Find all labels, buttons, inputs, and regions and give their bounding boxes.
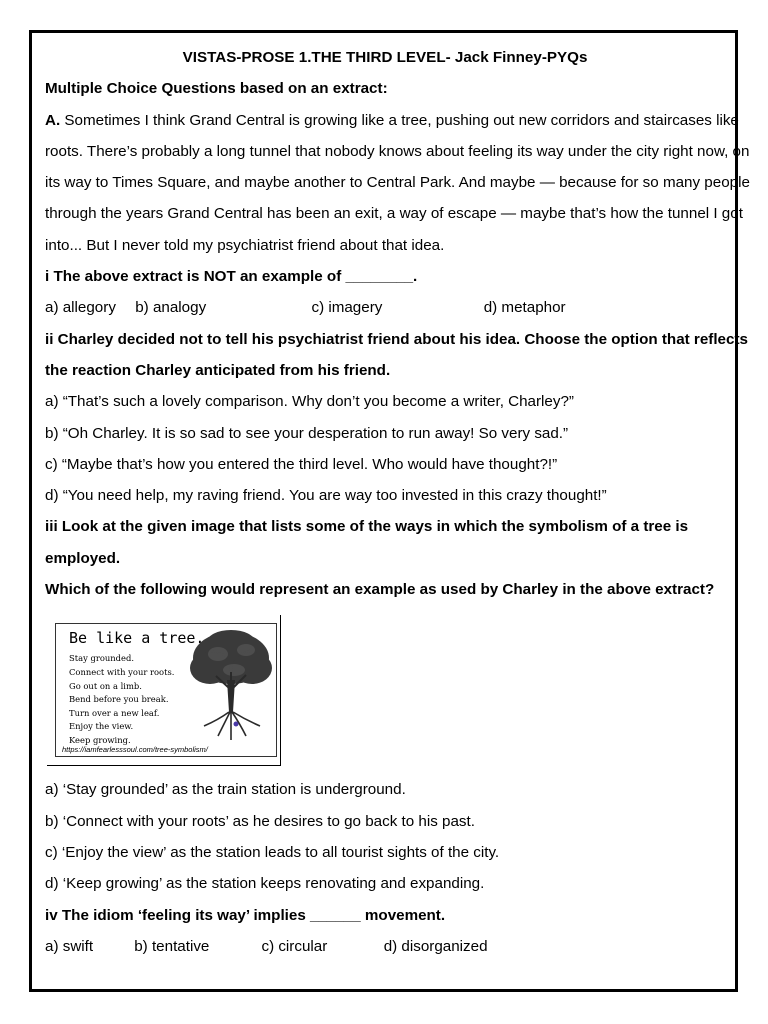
tree-list-item: Go out on a limb. (69, 680, 142, 691)
question-1-options (45, 292, 725, 323)
question-1: i The above extract is NOT an example of ________. (45, 268, 418, 286)
option-b: b) “Oh Charley. It is so sad to see your desperation to run away! So very sad.” (45, 424, 569, 442)
question-2-line: the reaction Charley anticipated from his friend. (45, 361, 391, 379)
image-source-url: https://iamfearlesssoul.com/tree-symbolism/ (62, 745, 208, 755)
tree-list-item: Keep growing. (69, 734, 131, 745)
extract-line: Sometimes I think Grand Central is growing like a tree, pushing out new corridors and staircases like (60, 111, 739, 129)
page-title: VISTAS-PROSE 1.THE THIRD LEVEL- Jack Finney-PYQs (182, 49, 588, 66)
option-d: d) “You need help, my raving friend. You are way too invested in this crazy thought!” (45, 487, 607, 505)
extract-line: roots. There’s probably a long tunnel that nobody knows about feeling its way under the city right now, on (45, 142, 750, 160)
option-d: d) disorganized (383, 937, 488, 955)
option-c: c) imagery (311, 299, 383, 317)
extract-line: into... But I never told my psychiatrist friend about that idea. (45, 236, 445, 254)
question-4: iv The idiom ‘feeling its way’ implies ______ movement. (45, 906, 446, 924)
section-heading: Multiple Choice Questions based on an extract: (45, 80, 388, 98)
option-a: a) allegory (45, 299, 116, 317)
option-a: a) ‘Stay grounded’ as the train station is underground. (45, 781, 406, 799)
question-3-line: Which of the following would represent an example as used by Charley in the above extract? (45, 581, 715, 599)
tree-image-list (69, 652, 174, 747)
tree-list-item: Connect with your roots. (69, 666, 175, 677)
tree-symbolism-image (47, 615, 281, 766)
tree-illustration (188, 628, 274, 744)
option-b: b) tentative (134, 937, 210, 955)
option-a: a) swift (45, 937, 94, 955)
question-4-options (45, 931, 725, 962)
worksheet (45, 42, 750, 962)
option-c: c) ‘Enjoy the view’ as the station leads to all tourist sights of the city. (45, 843, 500, 861)
extract-passage (45, 105, 750, 261)
option-c: c) “Maybe that’s how you entered the third level. Who would have thought?!” (45, 455, 558, 473)
tree-image-card (55, 623, 277, 757)
tree-list-item: Bend before you break. (69, 694, 169, 705)
tree-list-item: Turn over a new leaf. (69, 707, 160, 718)
tree-list-item: Enjoy the view. (69, 721, 134, 732)
option-c: c) circular (261, 937, 328, 955)
tree-list-item: Stay grounded. (69, 653, 135, 664)
extract-label: A. (45, 111, 61, 129)
option-a: a) “That’s such a lovely comparison. Why don’t you become a writer, Charley?” (45, 393, 574, 411)
option-b: b) analogy (135, 299, 207, 317)
extract-line: through the years Grand Central has been an exit, a way of escape — maybe that’s how the tunnel I got (45, 205, 743, 223)
tree-image-heading: Be like a tree. (69, 629, 205, 648)
question-2-line: ii Charley decided not to tell his psychiatrist friend about his idea. Choose the option that reflects (45, 330, 748, 348)
option-d: d) ‘Keep growing’ as the station keeps renovating and expanding. (45, 875, 485, 893)
option-b: b) ‘Connect with your roots’ as he desires to go back to his past. (45, 812, 475, 830)
question-3-line: employed. (45, 549, 121, 567)
extract-line: its way to Times Square, and maybe another to Central Park. And maybe — because for so many people (45, 174, 750, 192)
option-d: d) metaphor (483, 299, 566, 317)
question-3-line: iii Look at the given image that lists some of the ways in which the symbolism of a tree is (45, 518, 689, 536)
